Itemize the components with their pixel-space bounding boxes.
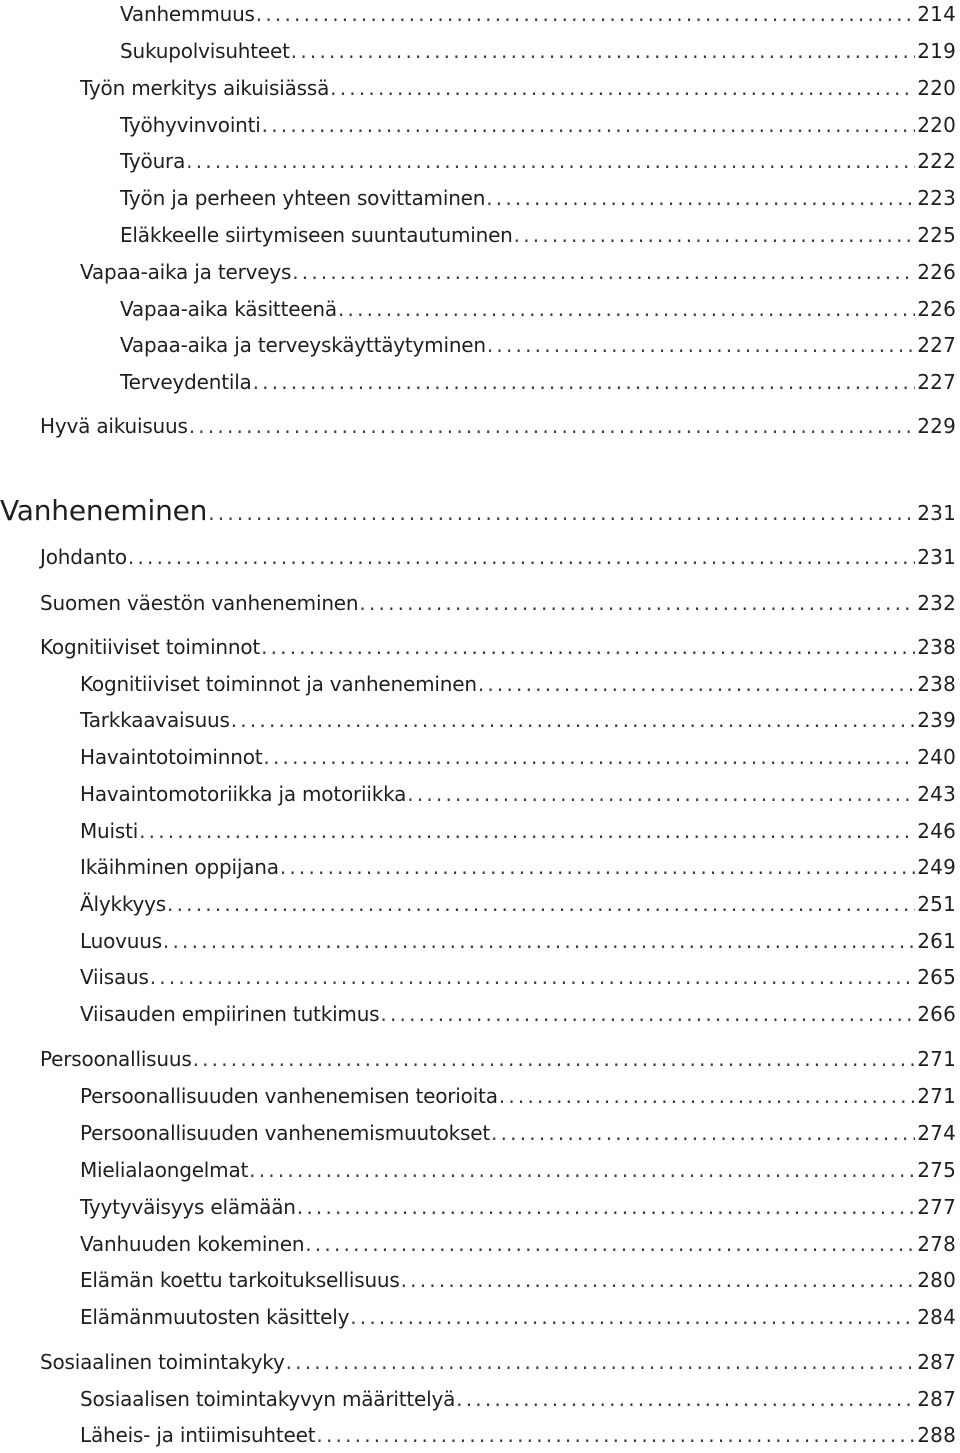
toc-entry-title: Viisauden empiirinen tutkimus <box>80 1002 380 1026</box>
toc-entry-title: Viisaus <box>80 965 149 989</box>
toc-dot-leader <box>456 1385 915 1413</box>
toc-entry-page: 229 <box>917 414 956 438</box>
toc-dot-leader <box>249 1156 915 1184</box>
toc-dot-leader <box>380 1000 915 1028</box>
toc-entry-title: Havaintotoiminnot <box>80 745 263 769</box>
toc-entry-title: Kognitiiviset toiminnot <box>40 635 261 659</box>
toc-entry[interactable] <box>80 706 956 734</box>
toc-dot-leader <box>291 37 915 65</box>
toc-entry-title: Persoonallisuuden vanhenemismuutokset <box>80 1121 491 1145</box>
toc-dot-leader <box>292 258 915 286</box>
toc-entry[interactable] <box>120 368 956 396</box>
toc-dot-leader <box>163 927 915 955</box>
toc-entry-page: 226 <box>917 260 956 284</box>
toc-entry-title: Läheis- ja intiimisuhteet <box>80 1423 316 1447</box>
toc-entry-title: Työn merkitys aikuisiässä <box>80 76 330 100</box>
toc-entry-title: Vapaa-aika ja terveyskäyttäytyminen <box>120 333 486 357</box>
toc-entry[interactable] <box>80 1266 956 1294</box>
toc-entry[interactable] <box>40 1348 956 1376</box>
toc-entry[interactable] <box>120 331 956 359</box>
toc-entry-title: Eläkkeelle siirtymiseen suuntautuminen <box>120 223 513 247</box>
toc-dot-leader <box>231 706 915 734</box>
toc-entry[interactable] <box>80 1193 956 1221</box>
toc-entry-title: Luovuus <box>80 929 162 953</box>
toc-entry[interactable] <box>80 1156 956 1184</box>
toc-entry[interactable] <box>120 111 956 139</box>
toc-entry-title: Tyytyväisyys elämään <box>80 1195 296 1219</box>
toc-entry[interactable] <box>120 147 956 175</box>
toc-entry[interactable] <box>40 589 956 617</box>
toc-entry-page: 287 <box>917 1387 956 1411</box>
toc-entry[interactable] <box>80 670 956 698</box>
toc-entry[interactable] <box>40 543 956 571</box>
toc-dot-leader <box>261 633 915 661</box>
toc-entry[interactable] <box>80 1421 956 1449</box>
toc-entry-page: 231 <box>917 545 956 569</box>
toc-entry-title: Havaintomotoriikka ja motoriikka <box>80 782 407 806</box>
toc-entry-page: 240 <box>917 745 956 769</box>
toc-entry-page: 275 <box>917 1158 956 1182</box>
toc-entry-page: 265 <box>917 965 956 989</box>
toc-entry-title: Suomen väestön vanheneminen <box>40 591 359 615</box>
toc-chapter-title: Vanheneminen <box>0 494 208 527</box>
toc-dot-leader <box>286 1348 916 1376</box>
toc-entry-title: Johdanto <box>40 545 127 569</box>
toc-entry-page: 288 <box>917 1423 956 1447</box>
toc-entry-page: 220 <box>917 76 956 100</box>
toc-entry[interactable] <box>80 1082 956 1110</box>
toc-entry-page: 219 <box>917 39 956 63</box>
toc-entry-page: 232 <box>917 591 956 615</box>
toc-dot-leader <box>478 670 915 698</box>
toc-dot-leader <box>167 890 915 918</box>
toc-entry-title: Ikäihminen oppijana <box>80 855 279 879</box>
toc-entry[interactable] <box>80 1385 956 1413</box>
toc-dot-leader <box>330 74 915 102</box>
toc-entry[interactable] <box>120 295 956 323</box>
toc-entry-title: Kognitiiviset toiminnot ja vanheneminen <box>80 672 477 696</box>
toc-entry-page: 238 <box>917 635 956 659</box>
toc-dot-leader <box>128 543 915 571</box>
toc-entry-page: 226 <box>917 297 956 321</box>
toc-entry-page: 227 <box>917 370 956 394</box>
toc-entry-title: Muisti <box>80 819 139 843</box>
toc-dot-leader <box>486 184 915 212</box>
toc-entry-title: Vapaa-aika käsitteenä <box>120 297 337 321</box>
toc-entry-page: 222 <box>917 149 956 173</box>
toc-entry-page: 278 <box>917 1232 956 1256</box>
toc-entry-page: 243 <box>917 782 956 806</box>
toc-dot-leader <box>407 780 915 808</box>
toc-entry-title: Mielialaongelmat <box>80 1158 249 1182</box>
toc-dot-leader <box>186 147 915 175</box>
toc-dot-leader <box>280 853 915 881</box>
toc-entry-title: Työn ja perheen yhteen sovittaminen <box>120 186 486 210</box>
toc-dot-leader <box>208 495 915 531</box>
toc-entry-title: Työhyvinvointi <box>120 113 261 137</box>
toc-entry-page: 223 <box>917 186 956 210</box>
toc-entry-page: 214 <box>917 2 956 26</box>
toc-entry-page: 227 <box>917 333 956 357</box>
toc-entry-title: Vapaa-aika ja terveys <box>80 260 292 284</box>
toc-entry[interactable] <box>80 1230 956 1258</box>
toc-entry-title: Sosiaalinen toimintakyky <box>40 1350 285 1374</box>
toc-dot-leader <box>359 589 915 617</box>
toc-entry[interactable] <box>40 412 956 440</box>
toc-dot-leader <box>350 1303 915 1331</box>
toc-entry[interactable] <box>80 1119 956 1147</box>
toc-entry[interactable] <box>40 633 956 661</box>
toc-entry-page: 261 <box>917 929 956 953</box>
toc-entry[interactable] <box>120 221 956 249</box>
toc-entry-title: Terveydentila <box>120 370 252 394</box>
toc-entry[interactable] <box>40 1045 956 1073</box>
toc-entry-title: Tarkkaavaisuus <box>80 708 230 732</box>
toc-entry-page: 271 <box>917 1047 956 1071</box>
toc-entry-page: 287 <box>917 1350 956 1374</box>
toc-entry-title: Elämänmuutosten käsittely <box>80 1305 350 1329</box>
toc-entry-title: Hyvä aikuisuus <box>40 414 188 438</box>
toc-dot-leader <box>193 1045 916 1073</box>
toc-entry-page: 274 <box>917 1121 956 1145</box>
toc-chapter-entry[interactable] <box>0 493 956 529</box>
toc-entry-page: 271 <box>917 1084 956 1108</box>
toc-entry[interactable] <box>80 780 956 808</box>
toc-dot-leader <box>139 817 915 845</box>
toc-dot-leader <box>401 1266 916 1294</box>
toc-dot-leader <box>305 1230 915 1258</box>
toc-entry-title: Persoonallisuus <box>40 1047 192 1071</box>
toc-entry-title: Sosiaalisen toimintakyvyn määrittelyä <box>80 1387 456 1411</box>
toc-entry[interactable] <box>80 1000 956 1028</box>
toc-dot-leader <box>514 221 916 249</box>
toc-dot-leader <box>253 368 916 396</box>
toc-entry-page: 280 <box>917 1268 956 1292</box>
toc-entry-title: Elämän koettu tarkoituksellisuus <box>80 1268 400 1292</box>
toc-dot-leader <box>491 1119 915 1147</box>
toc-dot-leader <box>263 743 915 771</box>
toc-entry[interactable] <box>80 743 956 771</box>
toc-entry-title: Työura <box>120 149 186 173</box>
toc-entry[interactable] <box>120 0 956 28</box>
toc-dot-leader <box>297 1193 915 1221</box>
toc-entry[interactable] <box>80 1303 956 1331</box>
toc-entry-page: 266 <box>917 1002 956 1026</box>
toc-dot-leader <box>499 1082 915 1110</box>
toc-entry-title: Persoonallisuuden vanhenemisen teorioita <box>80 1084 498 1108</box>
toc-dot-leader <box>262 111 916 139</box>
toc-entry-page: 239 <box>917 708 956 732</box>
toc-entry[interactable] <box>80 890 956 918</box>
toc-entry-title: Vanhuuden kokeminen <box>80 1232 305 1256</box>
toc-entry-page: 251 <box>917 892 956 916</box>
toc-entry[interactable] <box>120 37 956 65</box>
toc-entry-title: Sukupolvisuhteet <box>120 39 290 63</box>
toc-entry-page: 225 <box>917 223 956 247</box>
toc-dot-leader <box>189 412 915 440</box>
toc-entry-page: 284 <box>917 1305 956 1329</box>
toc-entry-page: 231 <box>917 501 956 525</box>
toc-entry[interactable] <box>80 74 956 102</box>
toc-entry-title: Älykkyys <box>80 892 167 916</box>
toc-entry-page: 220 <box>917 113 956 137</box>
toc-entry-page: 277 <box>917 1195 956 1219</box>
toc-entry-page: 238 <box>917 672 956 696</box>
toc-dot-leader <box>150 963 915 991</box>
toc-entry[interactable] <box>80 927 956 955</box>
toc-entry-title: Vanhemmuus <box>120 2 255 26</box>
toc-dot-leader <box>256 0 915 28</box>
toc-entry[interactable] <box>120 184 956 212</box>
toc-entry[interactable] <box>80 817 956 845</box>
toc-entry[interactable] <box>80 853 956 881</box>
toc-dot-leader <box>316 1421 915 1449</box>
toc-entry[interactable] <box>80 963 956 991</box>
toc-entry-page: 249 <box>917 855 956 879</box>
toc-dot-leader <box>487 331 915 359</box>
toc-entry-page: 246 <box>917 819 956 843</box>
toc-dot-leader <box>338 295 915 323</box>
toc-entry[interactable] <box>80 258 956 286</box>
